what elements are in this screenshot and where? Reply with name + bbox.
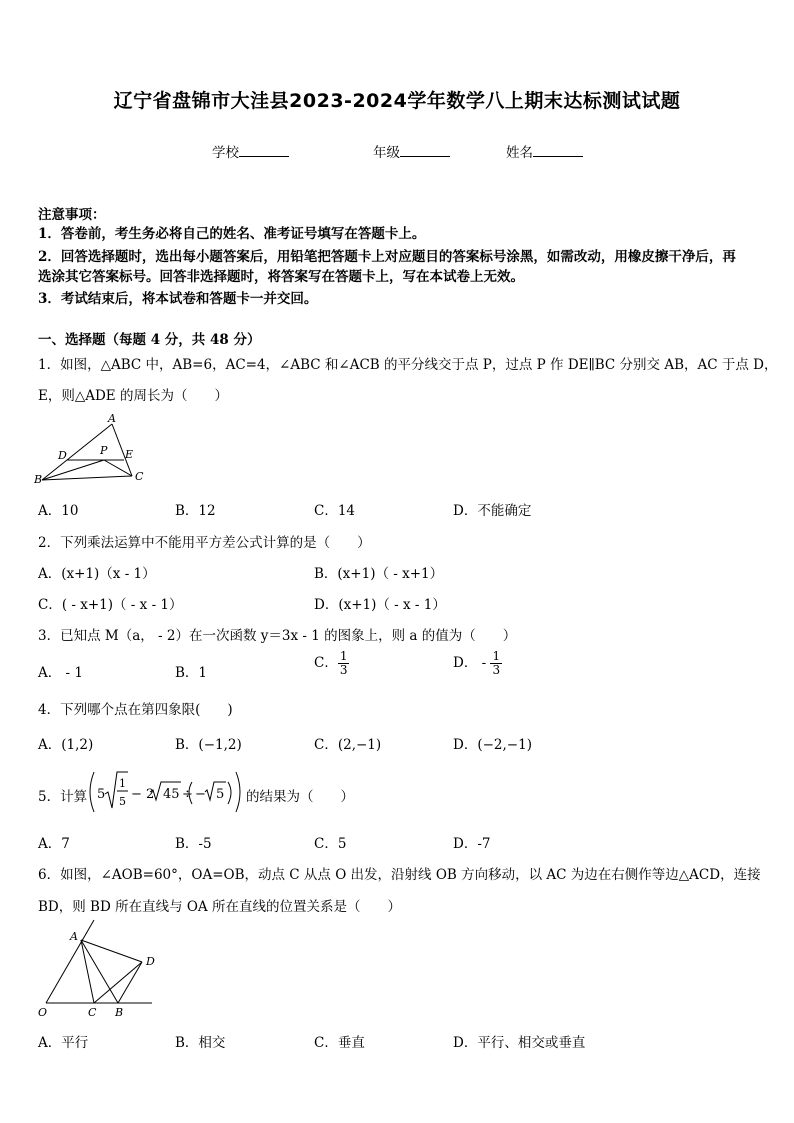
q1-option-d[interactable]: D．不能确定 [453,503,532,519]
q1-option-c[interactable]: C．14 [314,503,356,519]
q6-label-c: C [88,1006,97,1019]
school-field[interactable] [212,141,289,161]
section-heading: 一、选择题（每题 4 分，共 48 分） [38,332,261,348]
q5-suffix: 的结果为（ ） [246,789,354,805]
q6-stem-line2: BD，则 BD 所在直线与 OA 所在直线的位置关系是（ ） [38,899,401,915]
q3-option-b[interactable]: B．1 [175,665,208,681]
notice-item-3: 3．考试结束后，将本试卷和答题卡一并交回。 [38,291,318,307]
q6-option-d[interactable]: D．平行、相交或垂直 [453,1035,586,1051]
svg-text:45: 45 [163,787,180,802]
q1-label-e: E [125,448,134,461]
q2-stem: 2．下列乘法运算中不能用平方差公式计算的是（ ） [38,535,371,551]
notice-item-2b: 选涂其它答案标号。回答非选择题时，将答案写在答题卡上，写在本试卷上无效。 [38,269,524,285]
grade-label: 年级 [373,145,400,161]
q4-option-a[interactable]: A．(1,2) [38,737,94,753]
q6-label-b: B [115,1006,124,1019]
q1-label-b: B [34,473,43,486]
name-field[interactable] [506,141,583,161]
q4-option-c[interactable]: C．(2,−1) [314,737,382,753]
svg-text:−: − [195,787,206,802]
q3-option-d[interactable] [453,650,502,677]
q3-option-c[interactable] [314,650,349,677]
q1-stem-line2: E，则△ADE 的周长为（ ） [38,388,228,404]
name-blank[interactable] [533,144,583,157]
q3-option-d-label: D． - [453,655,491,671]
q6-label-o: O [38,1006,48,1019]
q6-label-a: A [70,930,78,943]
q6-stem-line1: 6．如图，∠AOB=60°，OA=OB，动点 C 从点 O 出发，沿射线 OB 方向移动，以 AC 为边在右侧作等边△ACD，连接 [38,867,761,883]
notice-item-1: 1．答卷前，考生务必将自己的姓名、准考证号填写在答题卡上。 [38,226,426,242]
q1-label-c: C [135,470,144,483]
q2-option-c[interactable]: C．( - x+1)（ - x - 1） [38,597,183,613]
svg-text:1: 1 [119,777,126,790]
q2-option-d[interactable]: D．(x+1)（ - x - 1） [314,597,446,613]
q6-label-d: D [146,955,155,968]
q5-option-d[interactable]: D．-7 [453,836,491,852]
q4-point-c: (2,−1) [337,737,382,753]
q6-option-c[interactable]: C．垂直 [314,1035,365,1051]
q2-option-a[interactable]: A．(x+1)（x - 1） [38,566,156,582]
q3-option-d-fraction: $\frac{1}{3}$ [492,649,501,677]
grade-blank[interactable] [400,144,450,157]
q6-option-a[interactable]: A．平行 [38,1035,89,1051]
q1-option-b[interactable]: B．12 [175,503,216,519]
q4-stem: 4．下列哪个点在第四象限( ) [38,702,233,718]
q5-expression [86,768,246,816]
q5-option-b[interactable]: B．-5 [175,836,212,852]
notice-heading: 注意事项： [38,207,106,223]
q1-label-a: A [108,412,116,425]
q1-label-p: P [100,444,108,457]
q4-option-b[interactable]: B．(−1,2) [175,737,242,753]
q5-option-c[interactable]: C．5 [314,836,347,852]
q1-option-a[interactable]: A．10 [38,503,79,519]
q3-option-a[interactable]: A． - 1 [38,665,83,681]
school-label: 学校 [212,145,239,161]
q6-figure [34,918,162,1022]
svg-text:5: 5 [216,787,225,802]
svg-text:5: 5 [119,795,126,808]
q2-option-b[interactable]: B．(x+1)（ - x+1） [314,566,444,582]
q1-label-d: D [58,449,67,462]
q1-stem-line1: 1．如图，△ABC 中，AB=6，AC=4，∠ABC 和∠ACB 的平分线交于点 P，过点 P 作 DE∥BC 分别交 AB，AC 于点 D， [38,357,778,373]
svg-text:÷: ÷ [182,787,193,802]
name-label: 姓名 [506,145,533,161]
q3-option-c-fraction: $\frac{1}{3}$ [339,649,348,677]
q4-point-b: (−1,2) [198,737,242,753]
q6-option-b[interactable]: B．相交 [175,1035,226,1051]
q3-stem: 3．已知点 M（a， - 2）在一次函数 y＝3x - 1 的图象上，则 a 的值为（ ） [38,628,517,644]
svg-text:− 2: − 2 [131,787,155,802]
notice-item-2a: 2．回答选择题时，选出每小题答案后，用铅笔把答题卡上对应题目的答案标号涂黑，如需改动，用橡皮擦干净后，再 [38,249,736,265]
q1-triangle-figure [34,410,154,490]
grade-field[interactable] [373,141,450,161]
q3-option-c-label: C． [314,655,338,671]
q5-option-a[interactable]: A．7 [38,836,70,852]
q4-point-d: (−2,−1) [477,737,532,753]
school-blank[interactable] [239,144,289,157]
q4-option-d[interactable]: D．(−2,−1) [453,737,532,753]
q4-point-a: (1,2) [61,737,94,753]
svg-text:5: 5 [97,787,106,802]
q5-prefix: 5．计算 [38,789,88,805]
page-title: 辽宁省盘锦市大洼县2023-2024学年数学八上期末达标测试试题 [113,90,681,112]
